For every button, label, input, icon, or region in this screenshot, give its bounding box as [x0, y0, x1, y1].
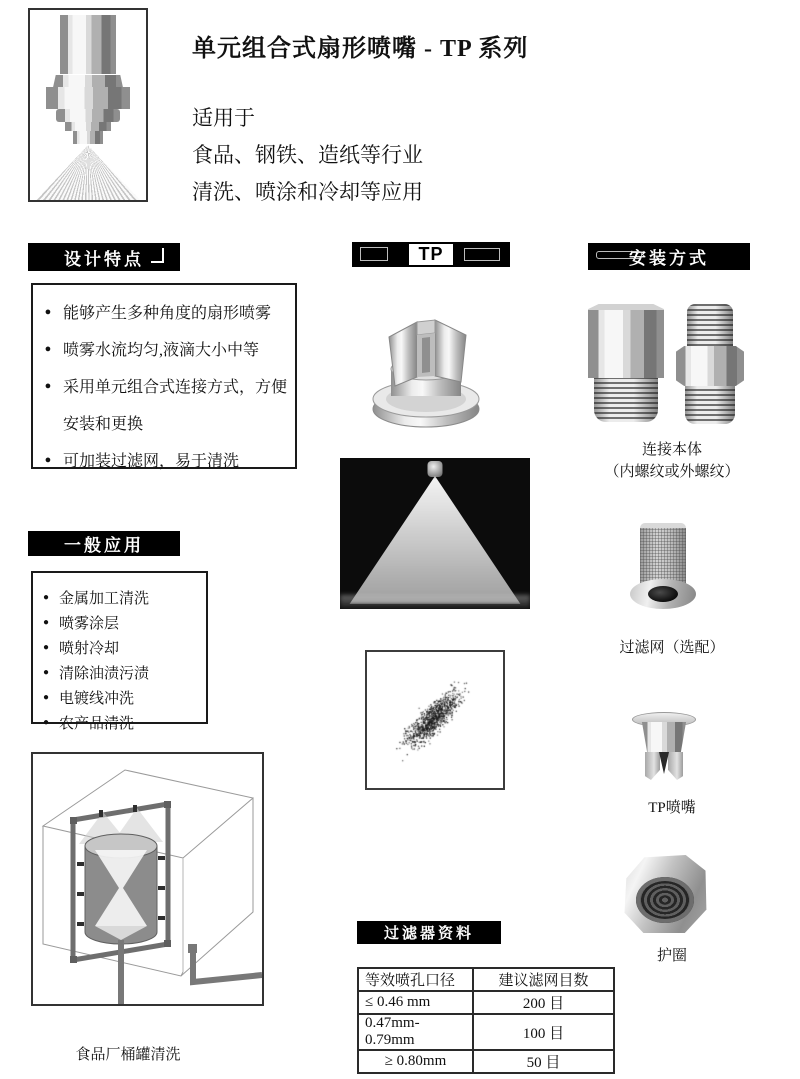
droplet-distribution-image: [365, 650, 505, 790]
table-row: [358, 1014, 614, 1050]
tp-nozzle-caption: TP喷嘴: [648, 800, 696, 816]
design-feature-text: 喷雾水流均匀,液滴大小中等: [63, 342, 260, 359]
tp-prongs-graphic: [645, 752, 683, 780]
male-connector-graphic: [676, 304, 744, 424]
nozzle-cap-graphic: [73, 131, 103, 144]
connector-thread-graphic: [594, 377, 658, 422]
orifice-size-cell: ≥ 0.80mm: [358, 1050, 473, 1073]
female-connector-graphic: [588, 304, 664, 424]
retaining-nut-image: [620, 855, 710, 935]
nut-caption: 护圈: [656, 948, 687, 964]
design-feature-text: 可加装过滤网，易于清洗: [63, 453, 240, 470]
application-text: 喷雾涂层: [59, 616, 120, 632]
strainer-mesh-graphic: [640, 523, 686, 587]
bullet-icon: ●: [42, 592, 50, 603]
bullet-icon: ●: [42, 617, 50, 628]
application-text: 喷射冷却: [59, 641, 120, 657]
intro-line-1: 适用于: [192, 106, 255, 130]
table-header-row: [358, 968, 614, 991]
photo-nozzle-graphic: [428, 461, 443, 477]
table-row: [358, 991, 614, 1014]
bullet-icon: ●: [42, 642, 50, 653]
intro-text: [192, 100, 423, 211]
page-title: 单元组合式扇形喷嘴 - TP 系列: [192, 36, 529, 62]
application-item: [33, 685, 206, 710]
spray-pattern-photo: [340, 458, 530, 609]
bullet-icon: ●: [44, 342, 52, 355]
tp-section-header: [352, 242, 510, 267]
tp-prong-right: [668, 752, 683, 780]
watermark-corner-icon: [151, 248, 164, 263]
nozzle-hex-large-graphic: [46, 87, 130, 109]
watermark-shape-icon: [596, 251, 642, 259]
bullet-icon: ●: [44, 379, 52, 392]
strainer-caption: 过滤网（选配）: [619, 640, 725, 656]
intro-line-2: 食品、钢铁、造纸等行业: [192, 143, 423, 167]
photo-floor-glow: [340, 595, 530, 609]
nozzle-ring-graphic: [65, 122, 111, 132]
tp-tip-image: [360, 292, 492, 434]
design-feature-text: 采用单元组合式连接方式，方便: [63, 379, 288, 396]
connector-hex-graphic: [676, 346, 744, 386]
tank-cleaning-illustration: [31, 752, 264, 1006]
connector-caption: 连接本体: [641, 442, 702, 458]
application-item: [33, 635, 206, 660]
design-feature-item: [33, 293, 295, 330]
application-text: 金属加工清洗: [59, 591, 150, 607]
install-header-label: 安装方式: [629, 249, 709, 268]
design-feature-item: [33, 367, 295, 404]
assembled-nozzle-illustration: [28, 8, 148, 202]
application-text: 农产品清洗: [59, 716, 135, 732]
applications-box: [31, 571, 208, 732]
nut-threaded-hole-graphic: [636, 877, 694, 923]
nut-body-graphic: [620, 855, 710, 933]
nozzle-body-graphic: [60, 15, 116, 74]
filter-info-table: [357, 967, 615, 1074]
connector-bodies-image: [586, 302, 750, 426]
table-col-header: 等效喷孔口径: [358, 968, 473, 991]
application-item: [33, 610, 206, 635]
design-feature-item: [33, 330, 295, 367]
tp-slot-graphic: [659, 752, 669, 774]
scatter-canvas: [367, 652, 503, 788]
tp-prong-left: [645, 752, 660, 780]
tp-chip-label: TP: [408, 243, 454, 266]
application-item: [33, 710, 206, 735]
design-feature-item: [33, 441, 295, 478]
photo-fan-graphic: [346, 476, 524, 604]
tp-body-graphic: [641, 722, 687, 754]
table-col-header: 建议滤网目数: [473, 968, 614, 991]
bullet-icon: ●: [44, 305, 52, 318]
applications-header-label: 一般应用: [64, 536, 144, 555]
application-item: [33, 585, 206, 610]
application-text: 清除油渍污渍: [59, 666, 150, 682]
bullet-icon: ●: [44, 453, 52, 466]
strainer-image: [628, 523, 698, 619]
tank-cleaning-svg: [33, 754, 262, 1004]
bullet-icon: ●: [42, 692, 50, 703]
bullet-icon: ●: [42, 667, 50, 678]
strainer-hole-graphic: [648, 586, 678, 602]
watermark-shape-icon: [464, 248, 500, 261]
bullet-icon: ●: [42, 717, 50, 728]
design-feature-text: 安装和更换: [63, 416, 144, 433]
nozzle-collar-graphic: [56, 109, 120, 122]
tank-caption: 食品厂桶罐清洗: [75, 1047, 181, 1063]
design-feature-text: 能够产生多种角度的扇形喷雾: [63, 305, 272, 322]
watermark-shape-icon: [360, 247, 388, 261]
orifice-size-cell: ≤ 0.46 mm: [358, 991, 473, 1014]
tp-nozzle-image: [628, 712, 700, 794]
design-header-label: 设计特点: [64, 249, 144, 269]
fan-spray-graphic: [36, 145, 140, 200]
design-features-box: [31, 283, 297, 469]
install-section-header: [588, 243, 750, 270]
applications-section-header: [28, 531, 180, 556]
design-feature-item-continuation: [33, 404, 295, 441]
mesh-count-cell: 200 目: [473, 991, 614, 1014]
nozzle-hex-small-graphic: [53, 75, 123, 88]
application-item: [33, 660, 206, 685]
mesh-count-cell: 50 目: [473, 1050, 614, 1073]
filter-info-section-header: [357, 921, 501, 944]
strainer-flange-graphic: [630, 579, 696, 609]
connector-hex-graphic: [588, 304, 664, 378]
filter-info-header-label: 过滤器资料: [383, 925, 474, 942]
intro-line-3: 清洗、喷涂和冷却等应用: [192, 180, 423, 204]
orifice-size-cell: 0.47mm-0.79mm: [358, 1014, 473, 1050]
table-row: [358, 1050, 614, 1073]
connector-subcaption: （内螺纹或外螺纹）: [604, 464, 740, 480]
application-text: 电镀线冲洗: [59, 691, 135, 707]
mesh-count-cell: 100 目: [473, 1014, 614, 1050]
design-section-header: [28, 243, 180, 271]
connector-thread-graphic: [687, 304, 733, 348]
connector-thread-graphic: [685, 384, 735, 424]
